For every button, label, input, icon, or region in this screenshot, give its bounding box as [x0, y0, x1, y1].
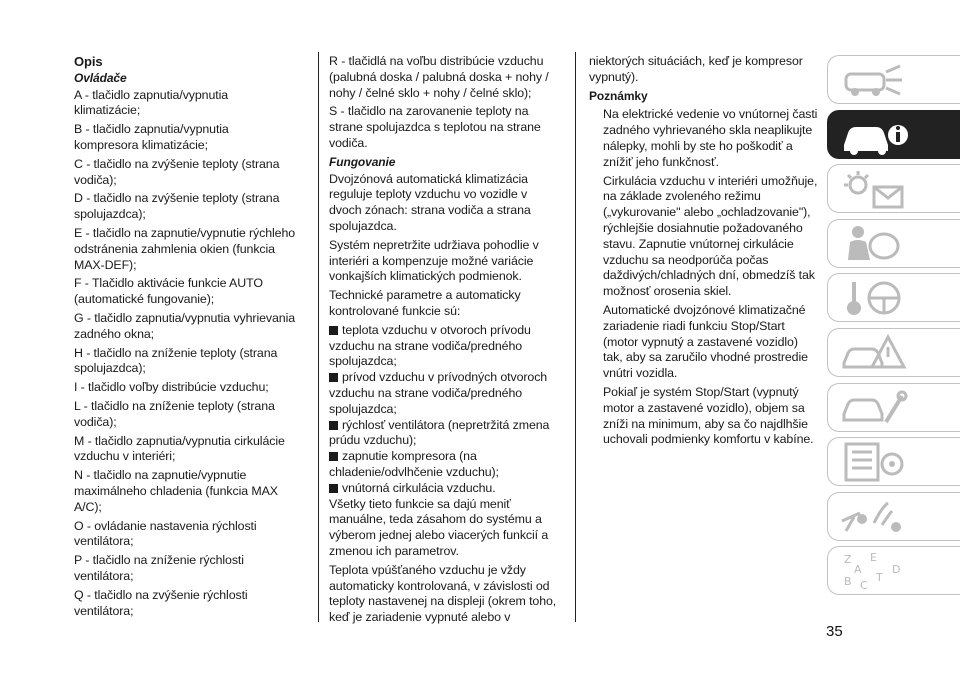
lights-message-icon [840, 169, 908, 209]
control-item: E - tlačidlo na zapnutie/vypnutie rýchleho odstránenia zahmlenia okien (funkcia MAX-DEF); [74, 225, 296, 272]
subsection-title-operation: Fungovanie [329, 154, 396, 169]
note-paragraph: Automatické dvojzónové klimatizačné zariadenie riadi funkciu Stop/Start (motor vypnutý a zastavené vozidlo) tak, aby sa zaručilo vhodné prostredie vnútri vozidla. [603, 302, 808, 381]
notes-list [589, 107, 819, 448]
chapter-tab-1[interactable] [827, 55, 960, 104]
svg-text:E: E [870, 551, 877, 565]
paragraph: Dvojzónová automatická klimatizácia reguluje teploty vzduchu vo vozidle v dvoch zónach: strana vodiča a strana spolujazdca. [329, 171, 531, 233]
chapter-tab-10[interactable] [827, 546, 960, 595]
controls-list [74, 88, 296, 620]
continued-paragraph: niektorých situáciách, keď je kompresor vypnutý). [589, 54, 803, 84]
paragraph: Teplota vpúšťaného vzduchu je vždy automaticky kontrolovaná, v závislosti od teploty nastavenej na displeji (okrem toho, keď je zariadenie vypnuté alebo v [329, 562, 557, 625]
svg-text:C: C [860, 579, 868, 592]
parameter-bullet-list [329, 323, 561, 497]
control-item: L - tlačidlo na zníženie teploty (strana vodiča); [74, 398, 275, 429]
note-paragraph: Pokiaľ je systém Stop/Start (vypnutý motor a zastavené vozidlo), objem sa zníži na minimum, aby sa čo najdlhšie uchovali podmienky komfortu v kabíne. [603, 384, 814, 447]
bullet-item [329, 449, 561, 481]
control-item: B - tlačidlo zapnutia/vypnutia kompresora klimatizácie; [74, 122, 229, 152]
bullet-text: teplota vzduchu v otvoroch prívodu vzduchu na strane vodiča/predného spolujazdca; [329, 322, 531, 369]
note-paragraph: Cirkulácia vzduchu v interiéri umožňuje, na základe zvoleného režimu („vykurovanie" alebo „ochladzovanie"), rýchlejšie dosiahnutie požadovaného stavu. Zapnutie vnútornej cirkulácie vzduchu sa neodporúča počas daždivých/chladných dní, obmedzíš tak možnosť orosenia skiel. [603, 173, 818, 299]
chapter-tab-3[interactable] [827, 164, 960, 213]
multimedia-icon [840, 497, 908, 537]
column-divider-2 [575, 52, 576, 622]
control-item: G - tlačidlo zapnutia/vypnutia vyhrievania zadného okna; [74, 310, 296, 341]
column-2 [329, 54, 561, 629]
control-item: H - tlačidlo na zníženie teploty (strana spolujazdca); [74, 345, 278, 376]
control-item: M - tlačidlo zapnutia/vypnutia cirkulácie vzduchu v interiéri; [74, 433, 285, 464]
note-paragraph: Na elektrické vedenie vo vnútornej časti zadného vyhrievaného skla neaplikujte nálepky, mohli by ste ho poškodiť a znížiť jeho funkčnosť. [603, 107, 818, 169]
svg-text:B: B [844, 575, 852, 589]
alphabetical-index-icon [840, 551, 908, 591]
chapter-tab-4[interactable] [827, 219, 960, 268]
square-bullet-icon [329, 484, 338, 493]
notes-title: Poznámky [589, 88, 648, 103]
control-item: C - tlačidlo na zvýšenie teploty (strana vodiča); [74, 156, 280, 187]
car-tools-icon [840, 388, 908, 428]
bullet-text: rýchlosť ventilátora (nepretržitá zmena prúdu vzduchu); [329, 417, 550, 448]
chapter-tab-8[interactable] [827, 437, 960, 486]
controls-list-continued [329, 54, 561, 152]
bullet-text: zapnutie kompresora (na chladenie/odvlhčenie vzduchu); [329, 449, 499, 479]
svg-text:D: D [892, 563, 901, 577]
column-3 [589, 54, 819, 451]
chapter-tab-2[interactable] [827, 110, 960, 159]
chapter-tab-6[interactable] [827, 328, 960, 377]
bullet-text: prívod vzduchu v prívodných otvoroch vzduchu na strane vodiča/predného spolujazdca; [329, 370, 548, 416]
svg-text:A: A [854, 563, 862, 577]
chapter-tab-9[interactable] [827, 492, 960, 541]
operation-paragraphs [329, 172, 561, 320]
control-item: R - tlačidlá na voľbu distribúcie vzduchu (palubná doska / palubná doska + nohy / nohy / čelné sklo + nohy / čelné sklo); [329, 54, 549, 100]
paragraph: Všetky tieto funkcie sa dajú meniť manuálne, teda zásahom do systému a výberom jednej alebo viacerých funkcií a zmenou ich parametrov. [329, 496, 549, 558]
control-item: D - tlačidlo na zvýšenie teploty (strana spolujazdca); [74, 191, 280, 222]
control-item: N - tlačidlo na zapnutie/vypnutie maximálneho chladenia (funkcia MAX A/C); [74, 468, 278, 514]
control-item: I - tlačidlo voľby distribúcie vzduchu; [74, 380, 269, 395]
paragraph: Systém nepretržite udržiava pohodlie v interiéri a kompenzuje možné variácie vonkajších klimatických podmienok. [329, 237, 539, 284]
page-number: 35 [826, 623, 843, 640]
control-item: Q - tlačidlo na zvýšenie rýchlosti ventilátora; [74, 587, 248, 618]
chapter-tab-5[interactable] [827, 273, 960, 322]
control-item: S - tlačidlo na zarovanenie teploty na strane spolujazdca s teplotou na strane vodiča. [329, 104, 541, 150]
airbag-seat-icon [840, 224, 908, 264]
bullet-item [329, 370, 561, 417]
svg-text:Z: Z [844, 553, 852, 567]
bullet-item [329, 418, 561, 450]
square-bullet-icon [329, 421, 338, 430]
bullet-text: vnútorná cirkulácia vzduchu. [342, 480, 496, 495]
chapter-tab-7[interactable] [827, 383, 960, 432]
square-bullet-icon [329, 452, 338, 461]
square-bullet-icon [329, 373, 338, 382]
control-item: O - ovládanie nastavenia rýchlosti ventilátora; [74, 518, 257, 549]
car-dashboard-icon [840, 60, 908, 100]
maintenance-list-icon [840, 442, 908, 482]
svg-text:T: T [876, 571, 883, 585]
bullet-item [329, 323, 561, 370]
control-item: P - tlačidlo na zníženie rýchlosti ventilátora; [74, 553, 244, 583]
paragraph: Technické parametre a automaticky kontrolované funkcie sú: [329, 288, 521, 318]
car-info-icon [840, 115, 908, 155]
bullet-item [329, 481, 561, 497]
control-item: A - tlačidlo zapnutia/vypnutia klimatizácie; [74, 87, 229, 118]
subsection-title-controls: Ovládače [74, 70, 127, 85]
key-steering-wheel-icon [840, 278, 908, 318]
section-title: Opis [74, 54, 103, 69]
column-1 [74, 54, 296, 622]
column-divider-1 [318, 52, 319, 622]
warning-triangle-car-icon [840, 333, 908, 373]
square-bullet-icon [329, 326, 338, 335]
control-item: F - Tlačidlo aktivácie funkcie AUTO (automatické fungovanie); [74, 276, 263, 307]
closing-paragraphs [329, 497, 561, 626]
